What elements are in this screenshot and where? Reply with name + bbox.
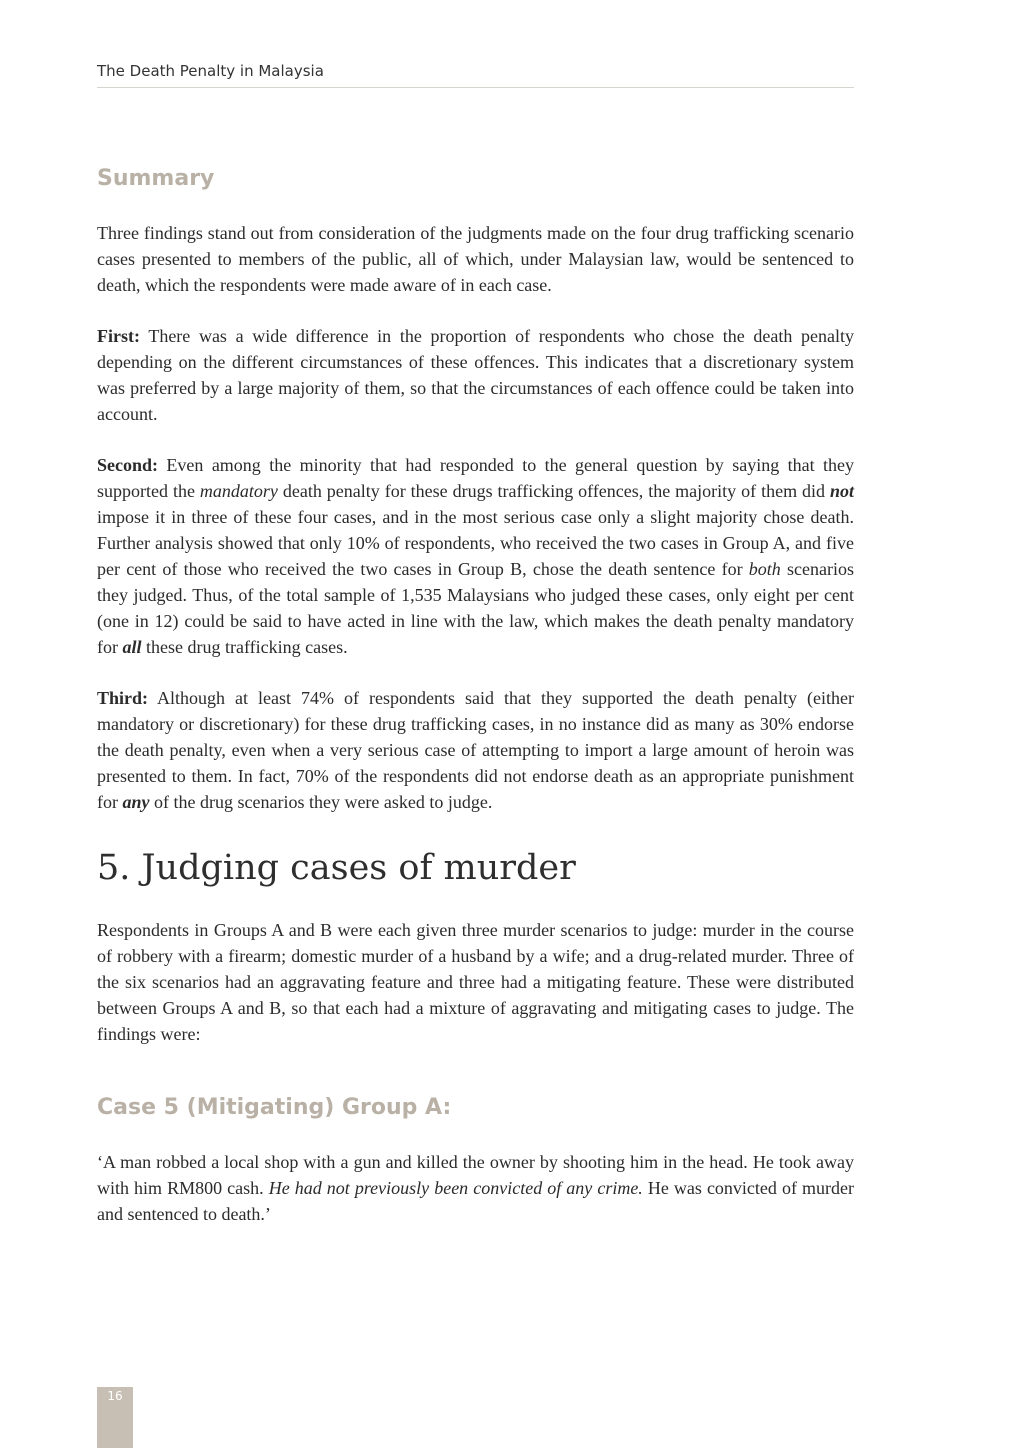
finding-third-text-1: Although at least 74% of respondents said that they supported the death penalty (either mandatory or discretionary) for these drug trafficking cases, in no instance did as many as 30% endorse the death penalty, even when a very serious case of attempting to import a large amount of heroin was presented to them. In fact, 70% of the respondents did not endorse death as an appropriate punishment for	[97, 688, 854, 812]
finding-first-paragraph	[97, 323, 854, 427]
case5-paragraph	[97, 1149, 854, 1227]
finding-first-label: First:	[97, 326, 140, 346]
finding-third-text-2: of the drug scenarios they were asked to judge.	[149, 792, 493, 812]
chapter-heading: 5. Judging cases of murder	[97, 848, 576, 888]
page-number-tab	[97, 1387, 133, 1448]
emphasis-both: both	[748, 559, 781, 579]
page-number: 16	[107, 1389, 123, 1403]
finding-third-label: Third:	[97, 688, 149, 708]
case5-text-1: ‘A man robbed a local shop with a gun and killed the owner by shooting him in the head. He took away with him RM800 cash.	[97, 1152, 854, 1198]
finding-second-text-5: these drug trafficking cases.	[141, 637, 348, 657]
finding-second-text-3: impose it in three of these four cases, and in the most serious case only a slight majority chose death. Further analysis showed that only 10% of respondents, who received the two cases in Group A, and five per cent of those who received the two cases in Group B, chose the death sentence for	[97, 507, 854, 579]
running-header-title: The Death Penalty in Malaysia	[97, 62, 324, 80]
emphasis-not: not	[829, 481, 854, 501]
finding-second-text-4: scenarios they judged. Thus, of the total sample of 1,535 Malaysians who judged these cases, only eight per cent (one in 12) could be said to have acted in line with the law, which makes the death penalty mandatory for	[97, 559, 854, 657]
summary-heading: Summary	[97, 166, 215, 191]
summary-intro-paragraph: Three findings stand out from consideration of the judgments made on the four drug trafficking scenario cases presented to members of the public, all of which, under Malaysian law, would be sentenced to death, which the respondents were made aware of in each case.	[97, 223, 854, 295]
finding-second-text-1: Even among the minority that had responded to the general question by saying that they supported the	[97, 455, 854, 501]
case5-text-2: He was convicted of murder and sentenced to death.’	[97, 1178, 854, 1224]
case5-heading: Case 5 (Mitigating) Group A:	[97, 1095, 452, 1120]
emphasis-any: any	[122, 792, 150, 812]
finding-second-label: Second:	[97, 455, 159, 475]
running-header	[97, 61, 854, 88]
emphasis-all: all	[122, 637, 142, 657]
finding-second-paragraph	[97, 452, 854, 660]
emphasis-mandatory: mandatory	[199, 481, 278, 501]
finding-third-paragraph	[97, 685, 854, 815]
finding-first-text: There was a wide difference in the proportion of respondents who chose the death penalty depending on the different circumstances of these offences. This indicates that a discretionary system was preferred by a large majority of them, so that the circumstances of each offence could be taken into account.	[97, 326, 854, 424]
finding-second-text-2: death penalty for these drugs trafficking offences, the majority of them did	[277, 481, 830, 501]
case5-emphasis: He had not previously been convicted of any crime.	[268, 1178, 643, 1198]
chapter-intro-paragraph: Respondents in Groups A and B were each given three murder scenarios to judge: murder in the course of robbery with a firearm; domestic murder of a husband by a wife; and a drug-related murder. Three of the six scenarios had an aggravating feature and three had a mitigating feature. These were distributed between Groups A and B, so that each had a mixture of aggravating and mitigating cases to judge. The findings were:	[97, 920, 854, 1044]
